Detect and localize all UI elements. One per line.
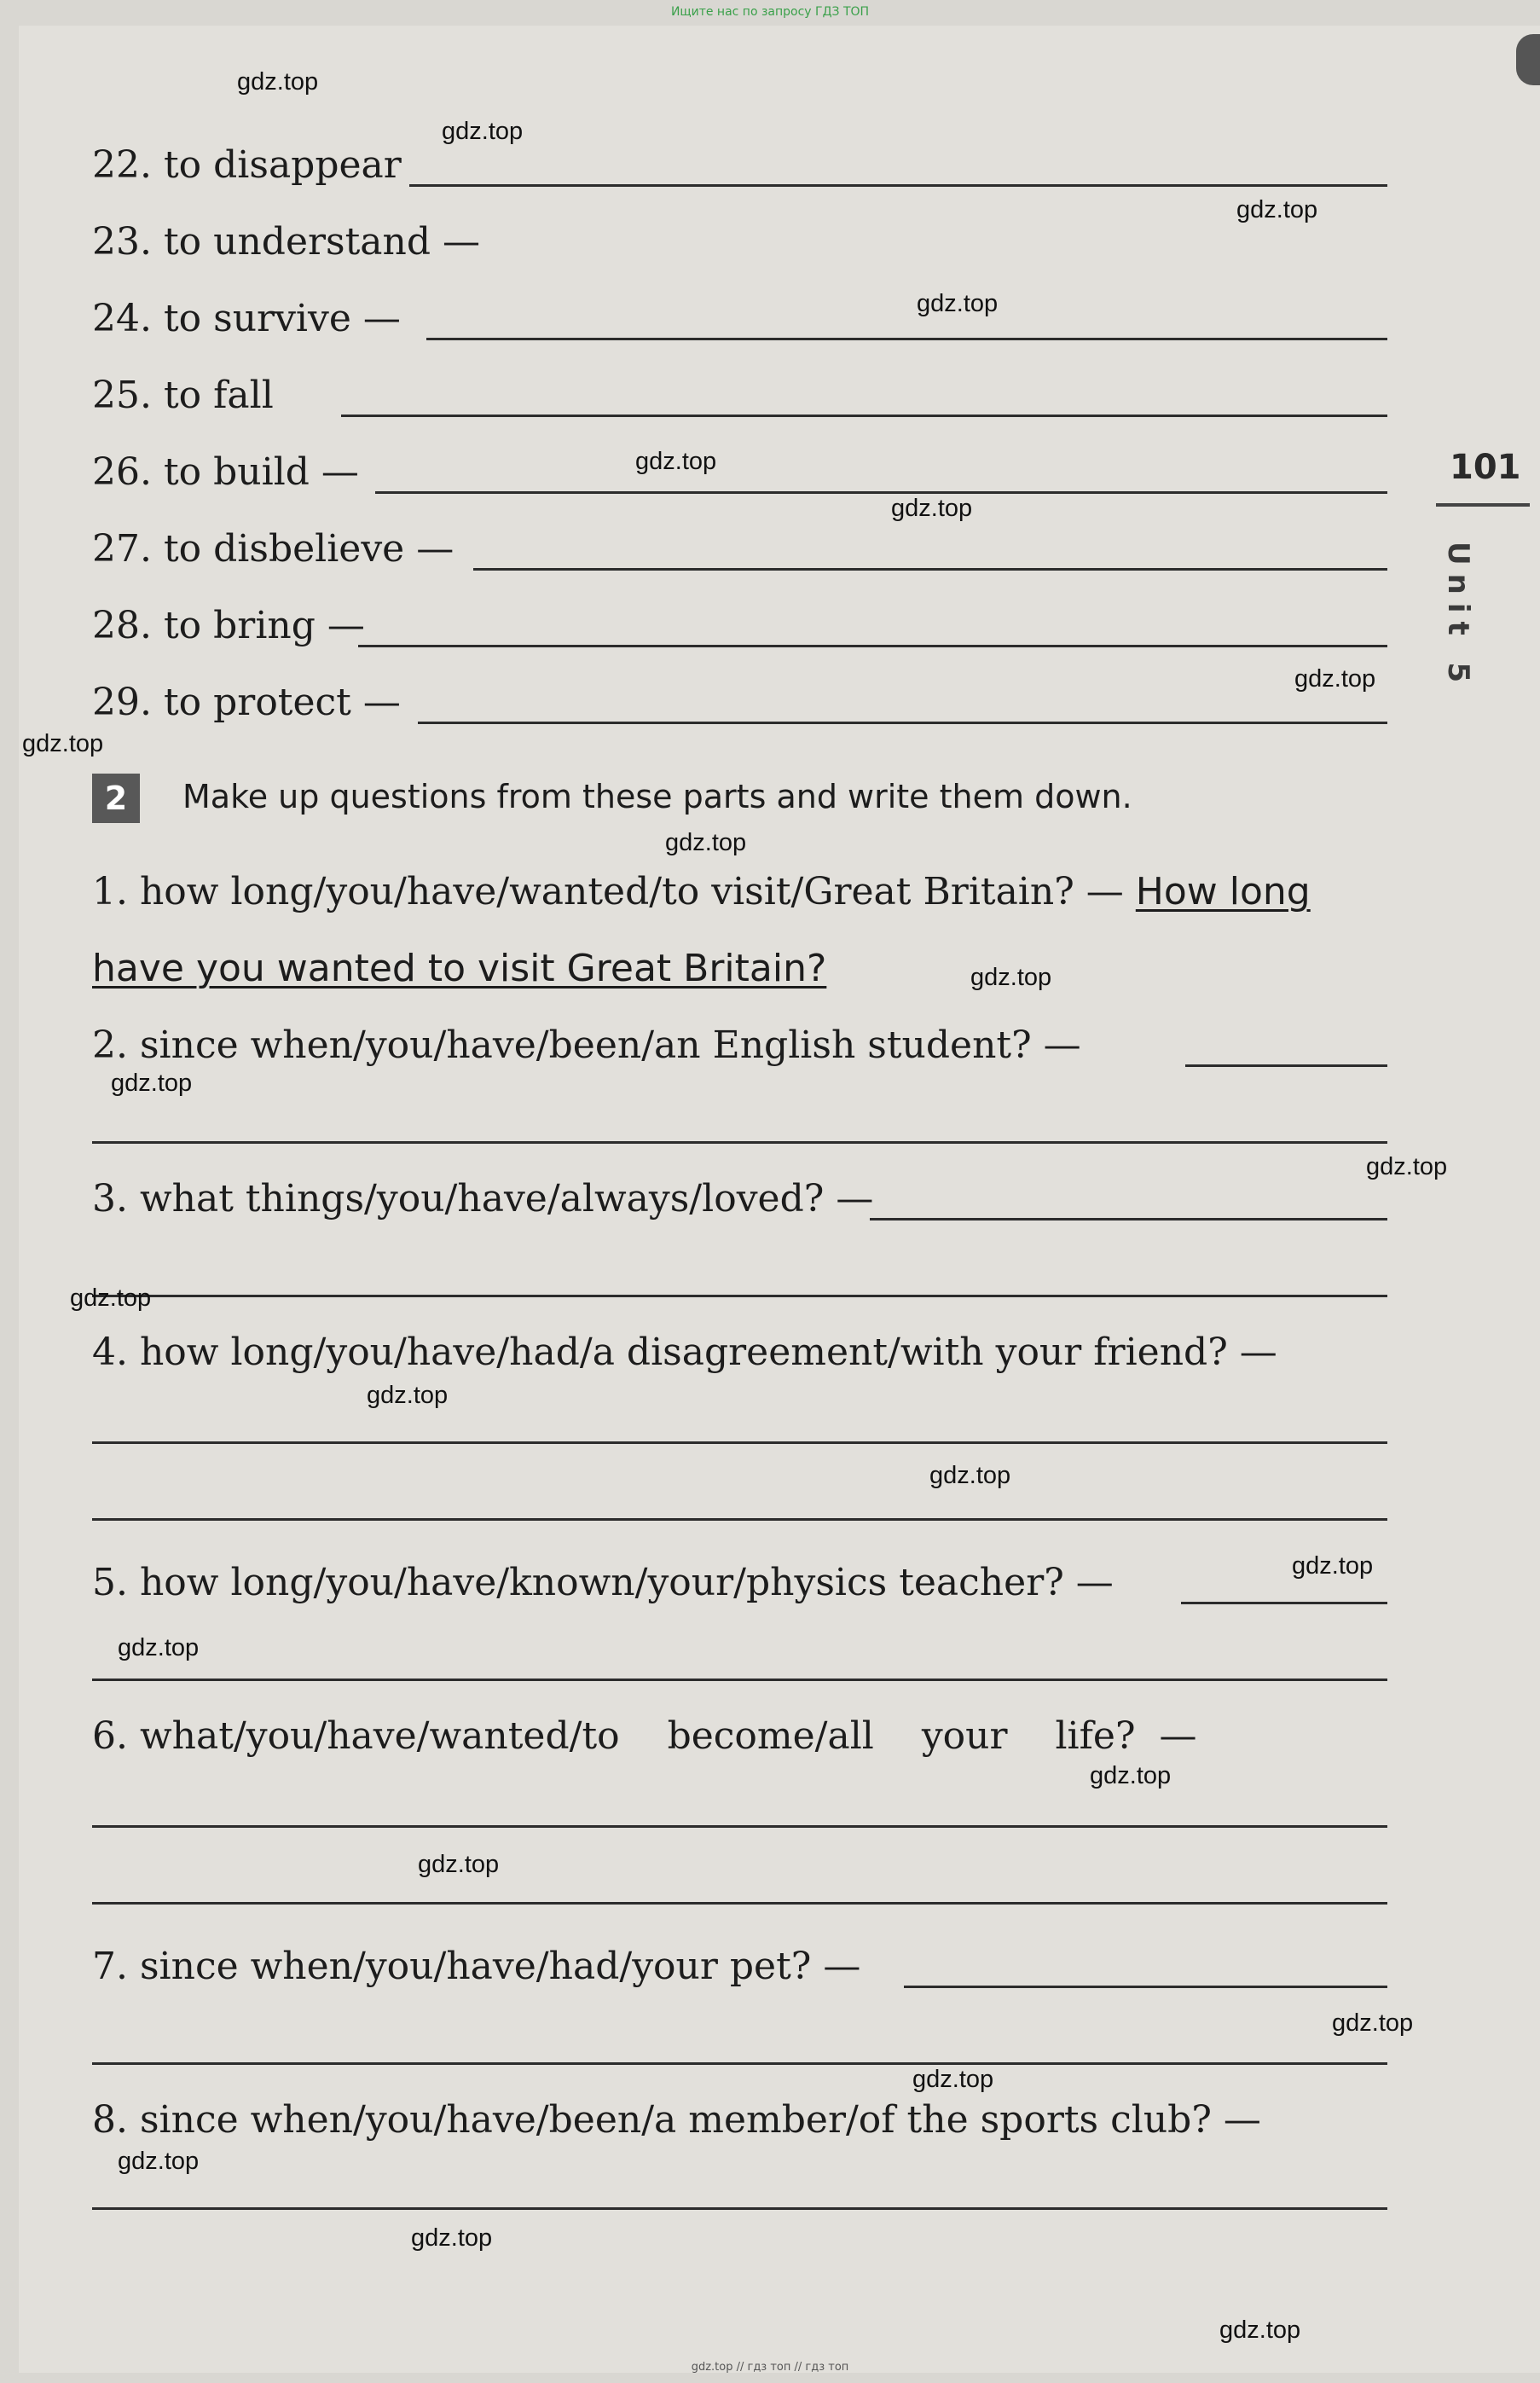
watermark[interactable]: gdz.top bbox=[929, 1462, 1011, 1489]
watermark[interactable]: gdz.top bbox=[22, 730, 104, 757]
watermark[interactable]: gdz.top bbox=[665, 829, 747, 856]
watermark[interactable]: gdz.top bbox=[1219, 2316, 1301, 2344]
page-edge-tab bbox=[1516, 34, 1540, 85]
question-item: 3. what things/you/have/always/loved? — bbox=[92, 1177, 874, 1220]
unit-label: Unit 5 bbox=[1441, 542, 1475, 692]
watermark[interactable]: gdz.top bbox=[1294, 665, 1376, 693]
answer-line[interactable] bbox=[341, 415, 1387, 417]
watermark[interactable]: gdz.top bbox=[917, 290, 999, 317]
question-item: 2. since when/you/have/been/an English student? — bbox=[92, 1023, 1081, 1067]
watermark[interactable]: gdz.top bbox=[411, 2224, 493, 2252]
watermark[interactable]: gdz.top bbox=[1090, 1762, 1172, 1789]
question-item: 8. since when/you/have/been/a member/of the sports club? — bbox=[92, 2098, 1261, 2142]
question-answer-continued: have you wanted to visit Great Britain? bbox=[92, 947, 827, 990]
bottom-banner[interactable]: gdz.top // гдз топ // гдз топ bbox=[691, 2361, 849, 2374]
question-item: 4. how long/you/have/had/a disagreement/with your friend? — bbox=[92, 1331, 1277, 1374]
task-number-badge: 2 bbox=[92, 774, 140, 823]
question-item: 5. how long/you/have/known/your/physics teacher? — bbox=[92, 1561, 1114, 1604]
watermark[interactable]: gdz.top bbox=[1292, 1552, 1374, 1580]
watermark[interactable]: gdz.top bbox=[118, 1634, 200, 1661]
watermark[interactable]: gdz.top bbox=[1332, 2009, 1414, 2037]
word-item: 25. to fall bbox=[92, 374, 274, 417]
answer-line[interactable] bbox=[92, 2062, 1387, 2065]
answer-line[interactable] bbox=[358, 645, 1387, 647]
word-item: 26. to build — bbox=[92, 450, 359, 494]
top-banner[interactable]: Ищите нас по запросу ГДЗ ТОП bbox=[670, 5, 870, 19]
answer-line[interactable] bbox=[870, 1218, 1387, 1220]
watermark[interactable]: gdz.top bbox=[118, 2148, 200, 2175]
watermark[interactable]: gdz.top bbox=[367, 1382, 449, 1409]
watermark[interactable]: gdz.top bbox=[111, 1070, 193, 1097]
answer-line[interactable] bbox=[418, 722, 1387, 724]
answer-line[interactable] bbox=[473, 568, 1387, 571]
watermark[interactable]: gdz.top bbox=[891, 495, 973, 522]
answer-line[interactable] bbox=[375, 491, 1387, 494]
answer-line[interactable] bbox=[92, 1141, 1387, 1144]
page-number-rule bbox=[1436, 503, 1530, 507]
answer-line[interactable] bbox=[409, 184, 1387, 187]
page-number: 101 bbox=[1450, 448, 1521, 487]
question-answer: How long bbox=[1135, 870, 1311, 913]
word-item: 29. to protect — bbox=[92, 681, 401, 724]
answer-line[interactable] bbox=[92, 1441, 1387, 1444]
word-item: 23. to understand — bbox=[92, 220, 481, 264]
question-prompt: 1. how long/you/have/wanted/to visit/Great Britain? — bbox=[92, 870, 1124, 913]
question-item: 6. what/you/have/wanted/to become/all your life? — bbox=[92, 1714, 1197, 1758]
watermark[interactable]: gdz.top bbox=[1236, 196, 1318, 223]
question-item bbox=[92, 870, 1311, 913]
watermark[interactable]: gdz.top bbox=[442, 118, 524, 145]
watermark[interactable]: gdz.top bbox=[912, 2066, 994, 2093]
answer-line[interactable] bbox=[92, 1825, 1387, 1828]
word-item: 22. to disappear bbox=[92, 143, 402, 187]
watermark[interactable]: gdz.top bbox=[970, 964, 1052, 991]
watermark[interactable]: gdz.top bbox=[635, 448, 717, 475]
answer-line[interactable] bbox=[426, 338, 1387, 340]
watermark[interactable]: gdz.top bbox=[70, 1284, 152, 1312]
task-title: Make up questions from these parts and write them down. bbox=[182, 778, 1132, 815]
answer-line[interactable] bbox=[92, 1679, 1387, 1681]
watermark[interactable]: gdz.top bbox=[237, 68, 319, 96]
answer-line[interactable] bbox=[92, 2207, 1387, 2210]
answer-line[interactable] bbox=[92, 1902, 1387, 1905]
watermark[interactable]: gdz.top bbox=[1366, 1153, 1448, 1180]
question-item: 7. since when/you/have/had/your pet? — bbox=[92, 1945, 861, 1988]
word-item: 28. to bring — bbox=[92, 604, 365, 647]
answer-line[interactable] bbox=[904, 1986, 1387, 1988]
answer-line[interactable] bbox=[92, 1518, 1387, 1521]
watermark[interactable]: gdz.top bbox=[418, 1851, 500, 1878]
word-item: 24. to survive — bbox=[92, 297, 401, 340]
answer-line[interactable] bbox=[1181, 1602, 1387, 1604]
answer-line[interactable] bbox=[92, 1295, 1387, 1297]
answer-line[interactable] bbox=[1185, 1064, 1387, 1067]
word-item: 27. to disbelieve — bbox=[92, 527, 454, 571]
